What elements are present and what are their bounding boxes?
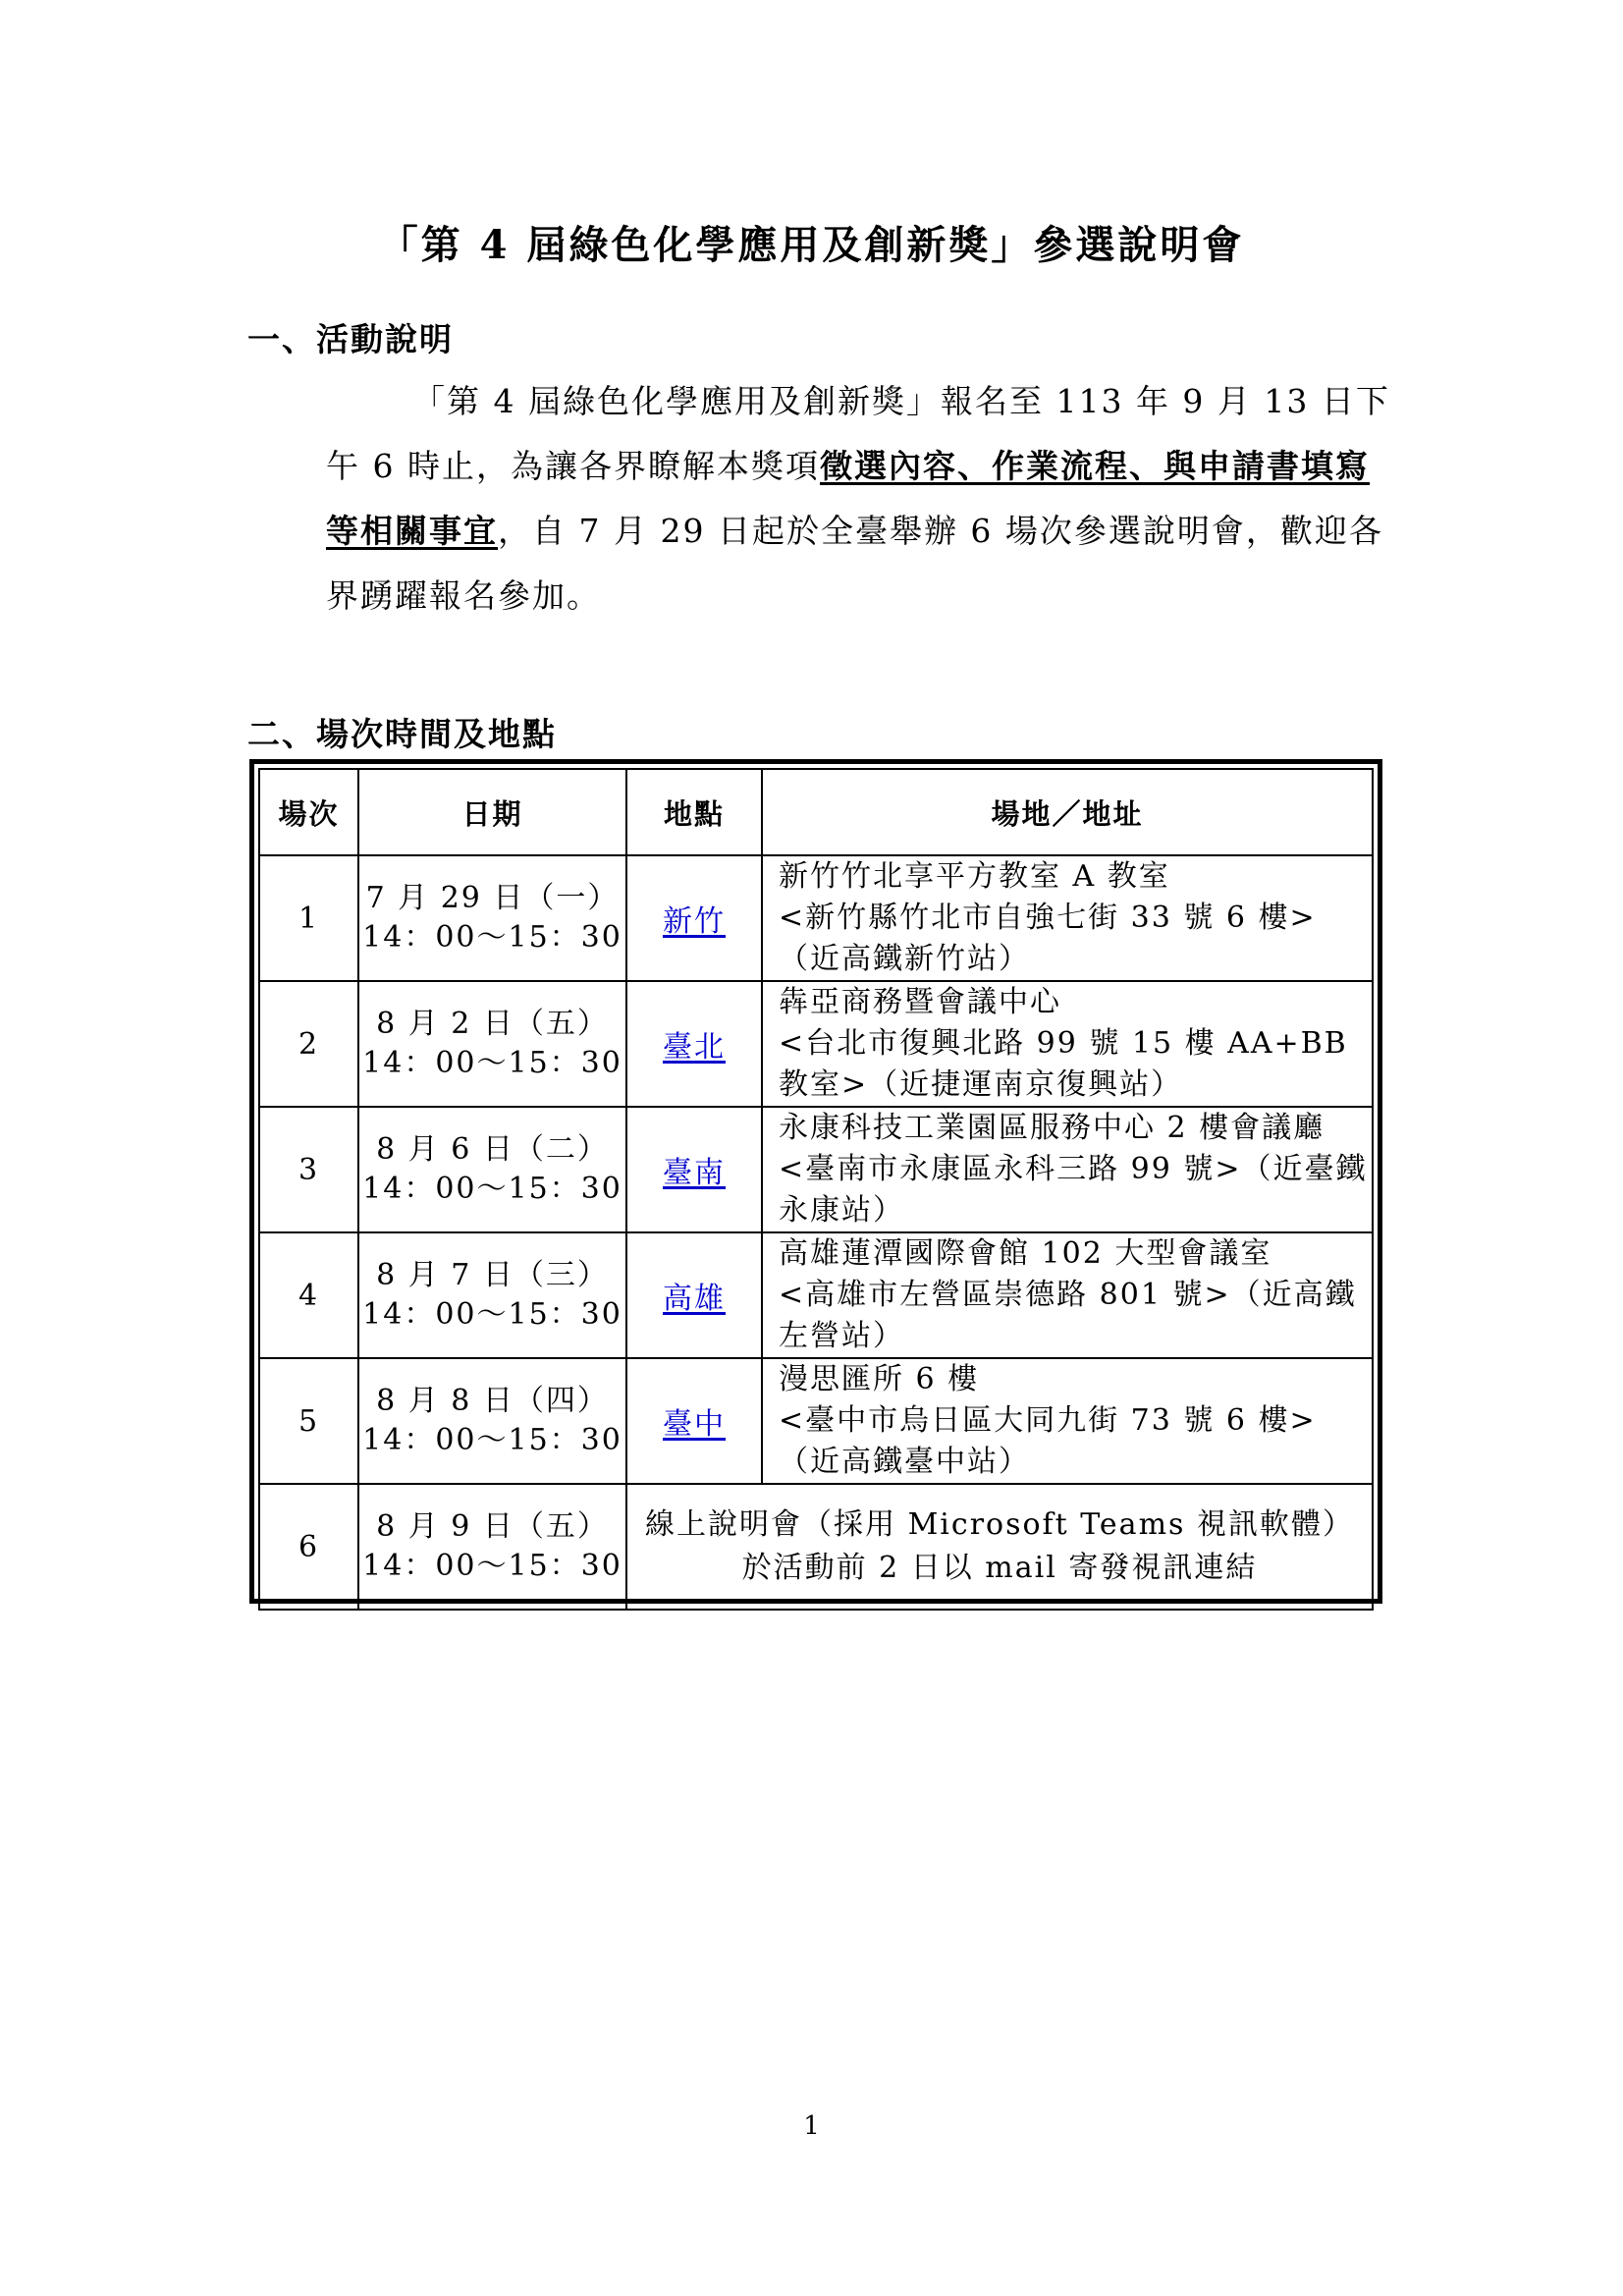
online-line-2: 於活動前 2 日以 mail 寄發視訊連結 bbox=[741, 1551, 1258, 1585]
paragraph-text-after: ，自 7 月 29 日起於全臺舉辦 6 場次參選說明會，歡迎各界踴躍報名參加。 bbox=[326, 512, 1383, 615]
session-city-cell bbox=[626, 855, 762, 981]
session-time: 14：00～15：30 bbox=[362, 1549, 622, 1583]
section-heading-schedule: 二、場次時間及地點 bbox=[247, 715, 557, 753]
venue-address: <高雄市左營區崇德路 801 號>（近高鐵左營站） bbox=[779, 1278, 1357, 1353]
schedule-table bbox=[258, 768, 1374, 1611]
venue-address: <臺南市永康區永科三路 99 號>（近臺鐵永康站） bbox=[779, 1152, 1368, 1228]
table-row-online bbox=[259, 1484, 1373, 1610]
session-time: 14：00～15：30 bbox=[362, 1172, 622, 1206]
paragraph-text-before: 「第 4 屆綠色化學應用及創新獎」報名至 113 年 9 月 13 日下午 6 時止，為讓各界瞭解本獎項 bbox=[326, 382, 1390, 485]
session-time: 14：00～15：30 bbox=[362, 920, 622, 955]
online-line-1: 線上說明會（採用 Microsoft Teams 視訊軟體） bbox=[645, 1507, 1354, 1542]
activity-paragraph bbox=[326, 369, 1396, 629]
session-date: 8 月 6 日（二） bbox=[376, 1132, 609, 1167]
session-date-cell bbox=[358, 1107, 626, 1232]
session-date-cell bbox=[358, 855, 626, 981]
session-city-link[interactable]: 臺中 bbox=[663, 1407, 726, 1442]
paragraph-underlined-text: 徵選內容、作業流程、與申請書填寫等相關事宜 bbox=[326, 447, 1370, 550]
session-date-cell bbox=[358, 1358, 626, 1484]
venue-name: 高雄蓮潭國際會館 102 大型會議室 bbox=[779, 1236, 1272, 1271]
header-session: 場次 bbox=[259, 769, 358, 855]
session-city-cell bbox=[626, 1232, 762, 1358]
session-number: 1 bbox=[259, 855, 358, 981]
venue-address: <新竹縣竹北市自強七街 33 號 6 樓>（近高鐵新竹站） bbox=[779, 901, 1317, 976]
session-date: 7 月 29 日（一） bbox=[365, 881, 620, 915]
session-time: 14：00～15：30 bbox=[362, 1297, 622, 1332]
session-city-link[interactable]: 臺北 bbox=[663, 1030, 726, 1065]
session-venue-cell bbox=[762, 1107, 1373, 1232]
session-number: 3 bbox=[259, 1107, 358, 1232]
session-number: 2 bbox=[259, 981, 358, 1107]
header-location: 地點 bbox=[626, 769, 762, 855]
session-date: 8 月 9 日（五） bbox=[376, 1509, 609, 1544]
document-title: 「第 4 屆綠色化學應用及創新獎」參選說明會 bbox=[378, 222, 1245, 268]
header-venue-address: 場地／地址 bbox=[762, 769, 1373, 855]
venue-address: <臺中市烏日區大同九街 73 號 6 樓>（近高鐵臺中站） bbox=[779, 1403, 1317, 1479]
venue-name: 犇亞商務暨會議中心 bbox=[779, 985, 1061, 1019]
table-row bbox=[259, 1232, 1373, 1358]
session-time: 14：00～15：30 bbox=[362, 1046, 622, 1080]
session-venue-cell bbox=[762, 981, 1373, 1107]
session-date-cell bbox=[358, 1484, 626, 1610]
session-date: 8 月 8 日（四） bbox=[376, 1384, 609, 1418]
session-venue-cell bbox=[762, 1358, 1373, 1484]
online-session-info bbox=[626, 1484, 1373, 1610]
session-city-link[interactable]: 臺南 bbox=[663, 1156, 726, 1190]
section-heading-activity: 一、活動說明 bbox=[247, 320, 454, 358]
session-city-link[interactable]: 高雄 bbox=[663, 1282, 726, 1316]
venue-address: <台北市復興北路 99 號 15 樓 AA+BB 教室>（近捷運南京復興站） bbox=[779, 1026, 1348, 1102]
table-row bbox=[259, 1107, 1373, 1232]
session-number: 6 bbox=[259, 1484, 358, 1610]
venue-name: 漫思匯所 6 樓 bbox=[779, 1362, 980, 1396]
table-row bbox=[259, 855, 1373, 981]
venue-name: 永康科技工業園區服務中心 2 樓會議廳 bbox=[779, 1111, 1325, 1145]
session-venue-cell bbox=[762, 1232, 1373, 1358]
session-date-cell bbox=[358, 981, 626, 1107]
session-city-link[interactable]: 新竹 bbox=[663, 904, 726, 939]
session-number: 5 bbox=[259, 1358, 358, 1484]
session-date: 8 月 2 日（五） bbox=[376, 1007, 609, 1041]
table-row bbox=[259, 981, 1373, 1107]
session-city-cell bbox=[626, 1358, 762, 1484]
session-city-cell bbox=[626, 1107, 762, 1232]
table-header-row bbox=[259, 769, 1373, 855]
session-number: 4 bbox=[259, 1232, 358, 1358]
header-date: 日期 bbox=[358, 769, 626, 855]
session-time: 14：00～15：30 bbox=[362, 1423, 622, 1457]
session-date: 8 月 7 日（三） bbox=[376, 1258, 609, 1292]
schedule-table-frame bbox=[249, 759, 1382, 1604]
session-city-cell bbox=[626, 981, 762, 1107]
session-venue-cell bbox=[762, 855, 1373, 981]
session-date-cell bbox=[358, 1232, 626, 1358]
venue-name: 新竹竹北享平方教室 A 教室 bbox=[779, 859, 1170, 894]
table-row bbox=[259, 1358, 1373, 1484]
page-number: 1 bbox=[803, 2111, 820, 2141]
